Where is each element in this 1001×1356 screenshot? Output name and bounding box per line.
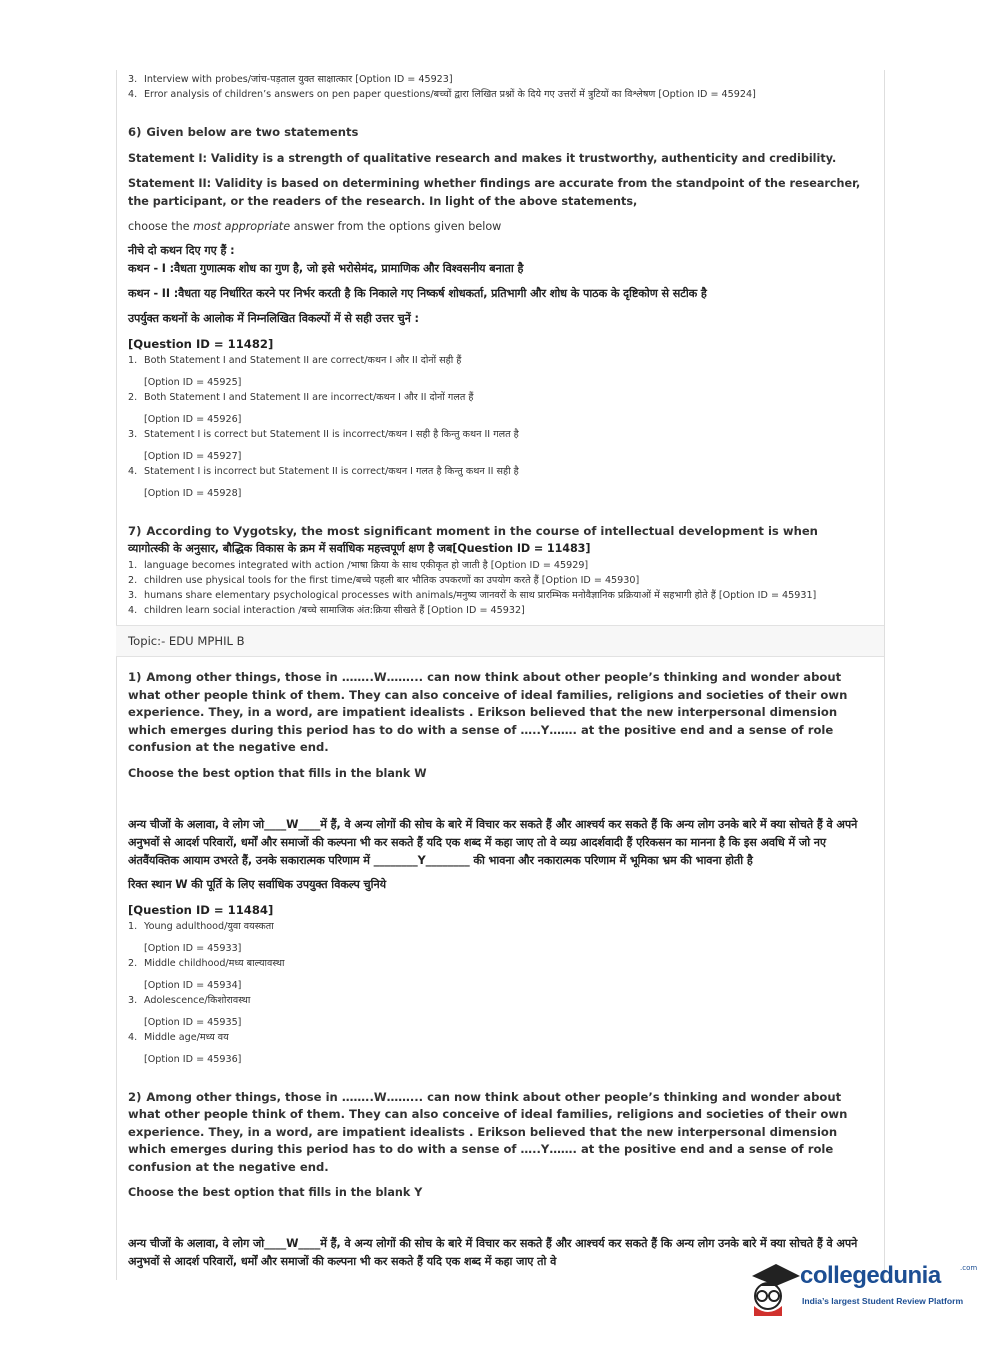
option-item: 3. Adolescence/किशोरावस्था [128,994,251,1006]
option-text: Interview with probes/जांच-पड़ताल युक्त साक्षात्कार [Option ID = 45923] [144,74,453,85]
choose-instruction: Choose the best option that fills in the blank Y [128,1186,423,1199]
option-item: 4. Statement I is incorrect but Statement II is correct/कथन I गलत है किन्तु कथन II सही है [128,465,519,477]
option-item: 1. Young adulthood/युवा वयस्कता [128,920,274,932]
option-item: 2. Middle childhood/मध्य बाल्यावस्था [128,957,285,969]
option-item: 2. Both Statement I and Statement II are incorrect/कथन I और II दोनों गलत हैं [128,391,474,403]
question-title: 7) According to Vygotsky, the most significant moment in the course of intellectual development is when [128,523,818,538]
brand-domain: .com [960,1264,978,1272]
hindi-instruction: उपर्युक्त कथनों के आलोक में निम्नलिखित विकल्पों में से सही उत्तर चुनें : [128,311,419,325]
section-b-question-2 [116,1089,884,1272]
option-item: 3. Interview with probes/जांच-पड़ताल युक्त साक्षात्कार [Option ID = 45923] [128,74,453,85]
option-item: 1. language becomes integrated with action /भाषा क्रिया के साथ एकीकृत हो जाती है [Option ID = 45929] [128,560,589,571]
graduate-mascot-icon [748,1256,802,1318]
brand-tagline: India’s largest Student Review Platform [802,1296,964,1306]
hindi-intro: नीचे दो कथन दिए गए हैं : [128,243,235,257]
page-border-right [884,70,885,1280]
choose-instruction: Choose the best option that fills in the blank W [128,766,427,780]
option-id: [Option ID = 45927] [144,450,242,462]
statement-1: Statement I: Validity is a strength of qualitative research and makes it trustworthy, authenticity and credibility. [128,151,837,165]
brand-name: collegedunia [800,1262,941,1289]
hindi-instruction: रिक्त स्थान W की पूर्ति के लिए सर्वाधिक उपयुक्त विकल्प चुनिये [128,877,386,891]
question-id: [Question ID = 11484] [128,902,274,917]
hindi-question: व्यागोत्स्की के अनुसार, बौद्धिक विकास के क्रम में सर्वाधिक महत्त्वपूर्ण क्षण है जब[Question ID = 11483] [128,542,591,555]
option-id: [Option ID = 45934] [144,979,242,991]
option-item: 2. children use physical tools for the first time/बच्चे पहली बार भौतिक उपकरणों का उपयोग करते हैं [Option ID = 45930] [128,575,640,586]
hindi-statement-1: कथन - I :वैधता गुणात्मक शोध का गुण है, जो इसे भरोसेमंद, प्रामाणिक और विश्वसनीय बनाता है [128,261,524,275]
option-id: [Option ID = 45935] [144,1016,242,1028]
collegedunia-logo [748,1256,978,1322]
option-id: [Option ID = 45928] [144,487,242,499]
question-6 [116,124,884,501]
option-id: [Option ID = 45925] [144,376,242,388]
options-list [128,353,872,501]
section-b-question-1 [116,669,884,1067]
statement-2: Statement II: Validity is based on determining whether findings are accurate from the standpoint of the researcher, the participant, or the readers of the research. In light of the above statements, [128,177,861,208]
options-list [128,919,872,1067]
hindi-passage: अन्य चीजों के अलावा, वे लोग जो____W____में हैं, वे अन्य लोगों की सोच के बारे में विचार कर सकते हैं और आश्चर्य कर सकते हैं कि अन्य लोग उनके बारे में क्या सोचते हैं वे अपने अनुभवों से आदर्श परिवारों, धर्मों और समाजों की कल्पना भी कर सकते हैं यदि एक शब्द में कहा जाए तो वे [128,1237,858,1268]
question-passage: 2) Among other things, those in ……..W……... can now think about other people’s thinking and wonder about what other people think of them. They can also conceive of ideal families, religions and societies of their own experience. They, in a word, are impatient idealists . Erikson believed that the new interpersonal dimension which emerges during this period has to do with a sense of …..Y……. at the positive end and a sense of role confusion at the negative end. [128,1089,848,1174]
hindi-passage: अन्य चीजों के अलावा, वे लोग जो____W____में हैं, वे अन्य लोगों की सोच के बारे में विचार कर सकते हैं और आश्चर्य कर सकते हैं कि अन्य लोग उनके बारे में क्या सोचते हैं वे अपने अनुभवों से आदर्श परिवारों, धर्मों और समाजों की कल्पना भी कर सकते हैं यदि एक शब्द में कहा जाए तो वे व्यग्र आदर्शवादी हैं एरिकसन का मानना है कि इस अवधि में जो नए अंतवैंयक्तिक आयाम उभरते हैं, उनके सकारात्मक परिणाम में ________Y________ की भावना और नकारात्मक परिणाम में भूमिका भ्रम की भावना होती है [128,817,858,867]
question-title: 6) Given below are two statements [128,125,359,139]
option-id: [Option ID = 45936] [144,1053,242,1065]
option-id: [Option ID = 45926] [144,413,242,425]
question-passage: 1) Among other things, those in ……..W……... can now think about other people’s thinking and wonder about what other people think of them. They can also conceive of ideal families, religions and societies of their own experience. They, in a word, are impatient idealists . Erikson believed that the new interpersonal dimension which emerges during this period has to do with a sense of …..Y……. at the positive end and a sense of role confusion at the negative end. [128,670,848,754]
option-item: 4. Middle age/मध्य वय [128,1031,229,1043]
topic-header: Topic:- EDU MPHIL B [116,625,884,657]
question-paper [116,70,884,1271]
option-item: 4. Error analysis of children’s answers on pen paper questions/बच्चों द्वारा लिखित प्रश्नों के दिये गए उत्तरों में त्रुटियों का विश्लेषण [Option ID = 45924] [128,89,756,100]
option-item: 3. Statement I is correct but Statement II is incorrect/कथन I सही है किन्तु कथन II गलत है [128,428,519,440]
option-id: [Option ID = 45933] [144,942,242,954]
option-text: Error analysis of children’s answers on pen paper questions/बच्चों द्वारा लिखित प्रश्नों के दिये गए उत्तरों में त्रुटियों का विश्लेषण [Option ID = 45924] [144,89,756,100]
choose-instruction: choose the most appropriate answer from the options given below [128,220,502,233]
question-7 [116,523,884,619]
prev-question-options [116,70,884,102]
option-item: 3. humans share elementary psychological processes with animals/मनुष्य जानवरों के साथ प्रारम्भिक मनोवैज्ञानिक प्रक्रियाओं में सहभागी होते हैं [Option ID = 45931] [128,590,817,601]
question-id: [Question ID = 11482] [128,336,274,351]
options-list [128,558,872,618]
hindi-statement-2: कथन - II :वैधता यह निर्धारित करने पर निर्भर करती है कि निकाले गए निष्कर्ष शोधकर्ता, प्रतिभागी और शोध के पाठक के दृष्टिकोण से सटीक है [128,286,707,300]
option-item: 1. Both Statement I and Statement II are correct/कथन I और II दोनों सही हैं [128,354,462,366]
option-item: 4. children learn social interaction /बच्चे सामाजिक अंत:क्रिया सीखते हैं [Option ID = 45932] [128,605,525,616]
